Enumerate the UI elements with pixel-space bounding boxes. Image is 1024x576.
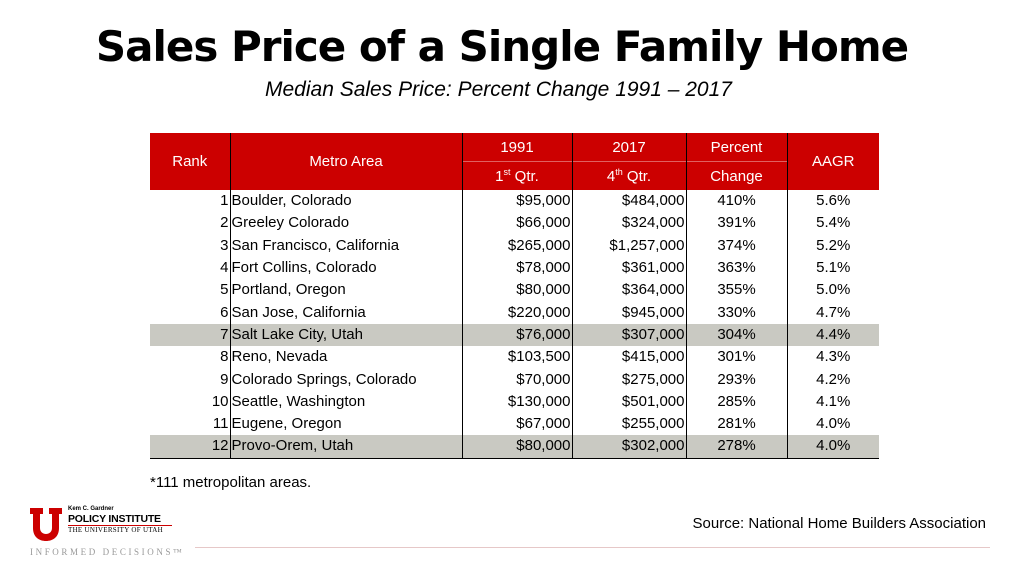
aagr-cell: 4.3%	[787, 346, 879, 368]
page-title: Sales Price of a Single Family Home	[95, 22, 909, 71]
aagr-cell: 4.7%	[787, 301, 879, 323]
logo-line-name: Kem C. Gardner	[68, 506, 114, 512]
aagr-cell: 4.1%	[787, 391, 879, 413]
price-2017-cell: $275,000	[572, 368, 686, 390]
header-percent: Percent	[686, 133, 787, 162]
rank-cell: 10	[211, 392, 229, 410]
table-row	[150, 413, 879, 435]
percent-change-cell: 363%	[686, 257, 787, 279]
price-1991-cell: $78,000	[462, 257, 572, 279]
header-aagr: AAGR	[787, 133, 879, 190]
percent-change-cell: 281%	[686, 413, 787, 435]
rank-cell: 1	[220, 192, 229, 210]
table-row	[150, 346, 879, 368]
aagr-cell: 5.0%	[787, 279, 879, 301]
aagr-cell: 5.2%	[787, 235, 879, 257]
header-rank: Rank	[150, 133, 230, 190]
aagr-cell: 4.0%	[787, 413, 879, 435]
metro-cell: Eugene, Oregon	[230, 413, 462, 435]
rank-cell: 2	[220, 214, 229, 232]
price-1991-cell: $80,000	[462, 435, 572, 458]
price-2017-cell: $307,000	[572, 324, 686, 346]
price-2017-cell: $361,000	[572, 257, 686, 279]
metro-cell: Greeley Colorado	[230, 212, 462, 234]
logo-text	[68, 506, 228, 535]
percent-change-cell: 374%	[686, 235, 787, 257]
aagr-cell: 5.4%	[787, 212, 879, 234]
table-row-highlighted	[150, 435, 879, 458]
metro-cell: Fort Collins, Colorado	[230, 257, 462, 279]
rank-cell: 3	[220, 236, 229, 254]
metro-cell: Reno, Nevada	[230, 346, 462, 368]
price-1991-cell: $66,000	[462, 212, 572, 234]
price-1991-cell: $265,000	[462, 235, 572, 257]
table-row	[150, 212, 879, 234]
price-2017-cell: $501,000	[572, 391, 686, 413]
logo-line-university: THE UNIVERSITY OF UTAH	[68, 525, 172, 535]
price-2017-cell: $255,000	[572, 413, 686, 435]
metro-cell: San Francisco, California	[230, 235, 462, 257]
header-1st-qtr: 1st Qtr.	[462, 162, 572, 191]
aagr-cell: 5.1%	[787, 257, 879, 279]
header-change: Change	[686, 162, 787, 191]
table-row	[150, 235, 879, 257]
table-row-highlighted	[150, 324, 879, 346]
aagr-cell: 4.0%	[787, 435, 879, 458]
rank-cell: 9	[220, 370, 229, 388]
percent-change-cell: 278%	[686, 435, 787, 458]
rank-cell: 6	[220, 303, 229, 321]
header-2017: 2017	[572, 133, 686, 162]
table-row	[150, 301, 879, 323]
percent-change-cell: 301%	[686, 346, 787, 368]
header-metro-area: Metro Area	[230, 133, 462, 190]
page-subtitle: Median Sales Price: Percent Change 1991 – 2017	[265, 78, 732, 101]
table-row	[150, 257, 879, 279]
metro-cell: Seattle, Washington	[230, 391, 462, 413]
logo-line-institute: POLICY INSTITUTE	[68, 513, 161, 525]
tagline: INFORMED DECISIONS™	[30, 547, 185, 557]
price-1991-cell: $95,000	[462, 190, 572, 212]
price-1991-cell: $103,500	[462, 346, 572, 368]
footnote: *111 metropolitan areas.	[150, 474, 312, 491]
percent-change-cell: 410%	[686, 190, 787, 212]
metro-cell: Colorado Springs, Colorado	[230, 368, 462, 390]
price-2017-cell: $945,000	[572, 301, 686, 323]
aagr-cell: 5.6%	[787, 190, 879, 212]
metro-cell: San Jose, California	[230, 301, 462, 323]
rank-cell: 7	[150, 324, 230, 346]
table-row	[150, 279, 879, 301]
percent-change-cell: 355%	[686, 279, 787, 301]
table-row	[150, 190, 879, 212]
price-1991-cell: $76,000	[462, 324, 572, 346]
source-note: Source: National Home Builders Association	[692, 515, 986, 532]
u-block-logo-icon	[28, 506, 64, 542]
price-1991-cell: $130,000	[462, 391, 572, 413]
price-2017-cell: $302,000	[572, 435, 686, 458]
percent-change-cell: 330%	[686, 301, 787, 323]
metro-cell: Salt Lake City, Utah	[230, 324, 462, 346]
percent-change-cell: 285%	[686, 391, 787, 413]
percent-change-cell: 304%	[686, 324, 787, 346]
footer-divider	[195, 547, 990, 548]
aagr-cell: 4.2%	[787, 368, 879, 390]
rank-cell: 12	[150, 435, 230, 458]
percent-change-cell: 391%	[686, 212, 787, 234]
sales-price-table	[150, 133, 879, 459]
metro-cell: Portland, Oregon	[230, 279, 462, 301]
price-2017-cell: $324,000	[572, 212, 686, 234]
price-2017-cell: $1,257,000	[572, 235, 686, 257]
metro-cell: Provo-Orem, Utah	[230, 435, 462, 458]
price-1991-cell: $70,000	[462, 368, 572, 390]
price-1991-cell: $220,000	[462, 301, 572, 323]
price-2017-cell: $364,000	[572, 279, 686, 301]
header-4th-qtr: 4th Qtr.	[572, 162, 686, 191]
metro-cell: Boulder, Colorado	[230, 190, 462, 212]
price-2017-cell: $415,000	[572, 346, 686, 368]
rank-cell: 11	[212, 415, 229, 433]
percent-change-cell: 293%	[686, 368, 787, 390]
table-row	[150, 391, 879, 413]
rank-cell: 8	[220, 348, 229, 366]
price-2017-cell: $484,000	[572, 190, 686, 212]
table-row	[150, 368, 879, 390]
header-1991: 1991	[462, 133, 572, 162]
rank-cell: 4	[220, 259, 229, 277]
rank-cell: 5	[220, 281, 229, 299]
price-1991-cell: $67,000	[462, 413, 572, 435]
price-1991-cell: $80,000	[462, 279, 572, 301]
aagr-cell: 4.4%	[787, 324, 879, 346]
